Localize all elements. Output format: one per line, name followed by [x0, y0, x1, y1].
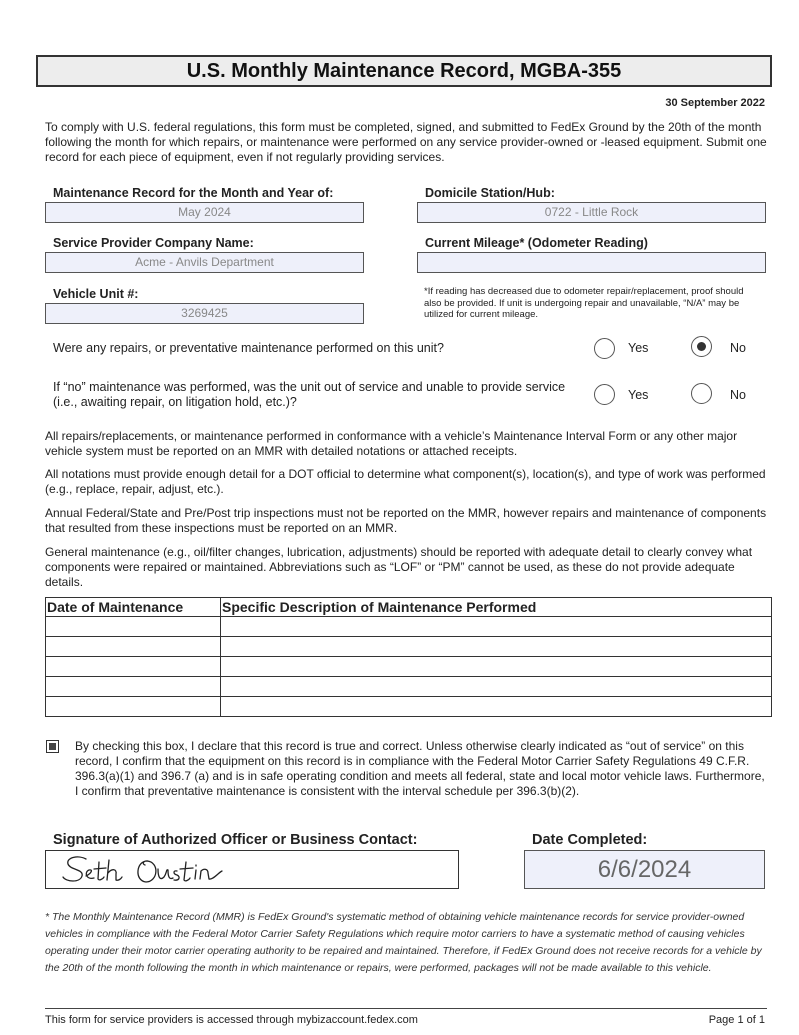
month-year-label: Maintenance Record for the Month and Year of:	[53, 186, 334, 200]
radio-repairs-no-label: No	[730, 341, 746, 355]
table-row	[46, 637, 772, 657]
description-cell[interactable]	[221, 657, 772, 677]
paragraph-notations: All notations must provide enough detail for a DOT official to determine what component(s), location(s), and type of work was performed (e.g., replace, repair, adjust, etc.).	[45, 467, 766, 496]
date-cell[interactable]	[46, 697, 221, 717]
radio-repairs-yes-label: Yes	[628, 341, 649, 355]
col-header-date: Date of Maintenance	[46, 598, 221, 617]
mileage-note: *If reading has decreased due to odometer repair/replacement, proof should also be provided. If unit is undergoing repair and unavailable, “N/A” may be utilized for current mileage.	[424, 286, 744, 320]
radio-oos-no-label: No	[730, 388, 746, 402]
table-row	[46, 657, 772, 677]
date-completed-field[interactable]: 6/6/2024	[524, 850, 765, 889]
description-cell[interactable]	[221, 617, 772, 637]
description-cell[interactable]	[221, 697, 772, 717]
month-year-field[interactable]: May 2024	[45, 202, 364, 223]
mileage-label: Current Mileage* (Odometer Reading)	[425, 236, 648, 250]
company-label: Service Provider Company Name:	[53, 236, 254, 250]
radio-selected-dot	[697, 342, 706, 351]
checkbox-checked-mark	[49, 743, 56, 750]
intro-text: To comply with U.S. federal regulations, this form must be completed, signed, and submitted to FedEx Ground by the 20th of the month following the month for which repairs, or maintenance were performed on any service provider-owned or -leased equipment. Submit one record for each piece of equipment, even if not regularly providing services.	[45, 120, 767, 164]
domicile-field[interactable]: 0722 - Little Rock	[417, 202, 766, 223]
mileage-field[interactable]	[417, 252, 766, 273]
radio-repairs-no[interactable]	[691, 336, 712, 357]
footer-divider	[45, 1008, 767, 1009]
col-header-description: Specific Description of Maintenance Performed	[221, 598, 772, 617]
vehicle-unit-label: Vehicle Unit #:	[53, 287, 139, 301]
date-completed-label: Date Completed:	[532, 832, 648, 848]
paragraph-inspections: Annual Federal/State and Pre/Post trip inspections must not be reported on the MMR, however repairs and maintenance of components that resulted from these inspections must be reported on an MMR.	[45, 506, 767, 535]
paragraph-general: General maintenance (e.g., oil/filter changes, lubrication, adjustments) should be reported with adequate detail to clearly convey what components were repaired or maintained. Abbreviations such as “LOF” or “PM” cannot be used, as these do not provide adequate details.	[45, 545, 753, 589]
page-number: Page 1 of 1	[708, 1014, 765, 1026]
paragraph-repairs: All repairs/replacements, or maintenance performed in conformance with a vehicle’s Maintenance Interval Form or any other major vehicle system must be reported on an MMR with detailed notations or attached receipts.	[45, 429, 738, 458]
table-row	[46, 677, 772, 697]
footer-access-note: This form for service providers is accessed through mybizaccount.fedex.com	[45, 1014, 418, 1026]
vehicle-unit-field[interactable]: 3269425	[45, 303, 364, 324]
handwritten-signature	[46, 851, 276, 888]
description-cell[interactable]	[221, 637, 772, 657]
radio-oos-yes-label: Yes	[628, 388, 649, 402]
table-row	[46, 697, 772, 717]
date-cell[interactable]	[46, 637, 221, 657]
signature-label: Signature of Authorized Officer or Business Contact:	[53, 832, 418, 848]
radio-repairs-yes[interactable]	[594, 338, 615, 359]
radio-oos-yes[interactable]	[594, 384, 615, 405]
form-title: U.S. Monthly Maintenance Record, MGBA-355	[36, 55, 772, 87]
date-cell[interactable]	[46, 657, 221, 677]
revision-date: 30 September 2022	[665, 97, 765, 109]
domicile-label: Domicile Station/Hub:	[425, 186, 555, 200]
company-field[interactable]: Acme - Anvils Department	[45, 252, 364, 273]
mmr-footnote: * The Monthly Maintenance Record (MMR) is FedEx Ground's systematic method of obtaining vehicle maintenance records for service provider-owned vehicles in compliance with the Federal Motor Carrier Safety Regulations which require motor carriers to have a systematic method of causing vehicles operating under their motor carrier operating authority to be repaired and maintained. Therefore, if FedEx Ground does not receive records for a vehicle by the 20th of the month following the month in which maintenance or repairs, were performed, packages will not be made available to this vehicle.	[45, 911, 762, 974]
question-repairs: Were any repairs, or preventative maintenance performed on this unit?	[53, 341, 444, 355]
table-header-row	[46, 598, 772, 617]
declaration-text: By checking this box, I declare that this record is true and correct. Unless otherwise clearly indicated as “out of service” on this record, I confirm that the equipment on this record is in compliance with the Federal Motor Carrier Safety Regulations 49 C.F.R. 396.3(a)(1) and 396.7 (a) and is in safe operating condition and meets all federal, state and local motor vehicle laws. Furthermore, I confirm that preventative maintenance is consistent with the interval schedule per 396.3(b)(2).	[75, 739, 765, 798]
table-row	[46, 617, 772, 637]
declaration-checkbox[interactable]	[46, 740, 59, 753]
radio-oos-no[interactable]	[691, 383, 712, 404]
maintenance-table	[45, 597, 772, 717]
description-cell[interactable]	[221, 677, 772, 697]
date-cell[interactable]	[46, 617, 221, 637]
date-cell[interactable]	[46, 677, 221, 697]
signature-field[interactable]	[45, 850, 459, 889]
question-out-of-service: If “no” maintenance was performed, was the unit out of service and unable to provide service (i.e., awaiting repair, on litigation hold, etc.)?	[53, 380, 566, 409]
